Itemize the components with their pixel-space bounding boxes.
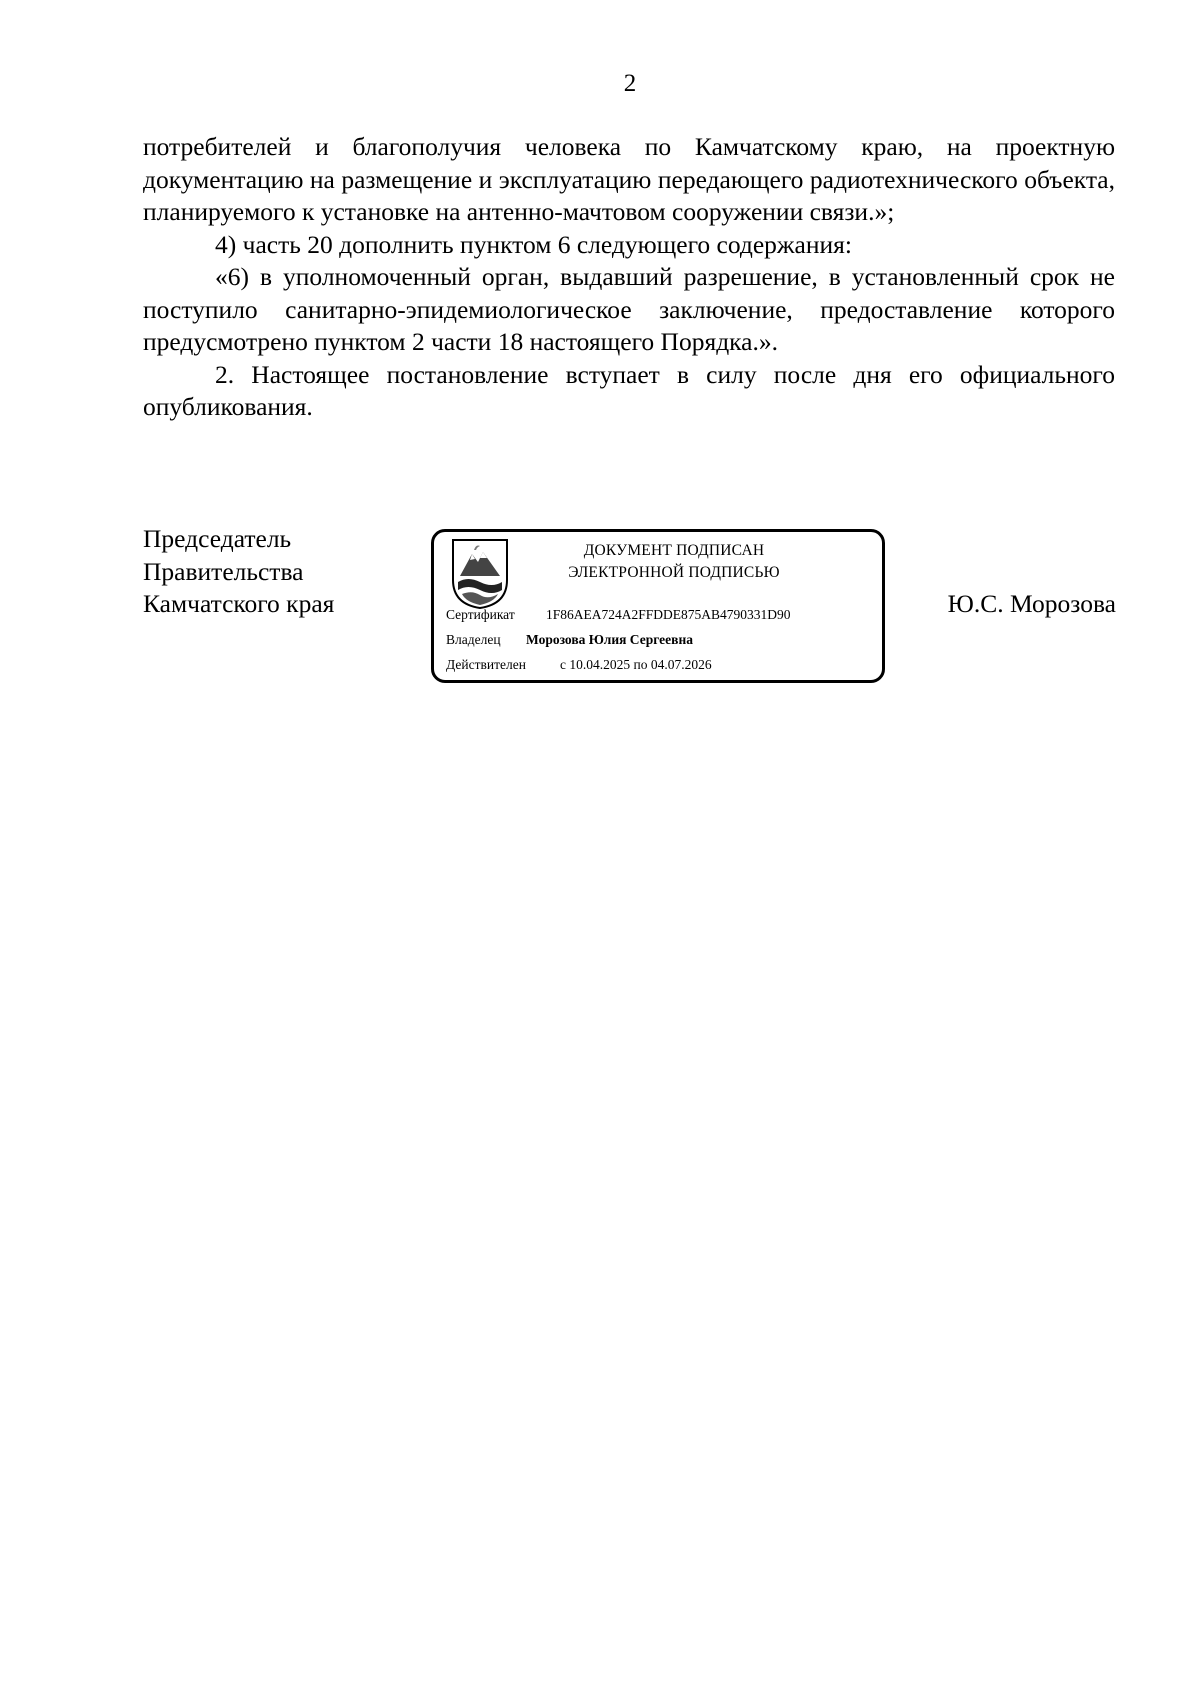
validity-label: Действителен	[446, 657, 526, 672]
paragraph-continuation: потребителей и благополучия человека по Камчатскому краю, на проектную документацию на размещение и эксплуатацию передающего радиотехнического объекта, планируемого к установке на антенно-мачтовом сооружении связи.»;	[143, 132, 1115, 226]
certificate-row	[446, 607, 791, 623]
validity-value: с 10.04.2025 по 04.07.2026	[560, 657, 712, 672]
electronic-signature-stamp	[431, 529, 885, 683]
stamp-title-line2: ЭЛЕКТРОННОЙ ПОДПИСЬЮ	[568, 564, 780, 581]
validity-row	[446, 657, 712, 673]
position-line: Председатель	[143, 524, 292, 553]
certificate-value: 1F86AEA724A2FFDDE875AB4790331D90	[546, 607, 791, 622]
signer-name: Ю.С. Морозова	[947, 589, 1116, 618]
kamchatka-coat-of-arms-icon	[450, 538, 510, 610]
document-body	[143, 131, 1115, 424]
owner-label: Владелец	[446, 632, 501, 647]
position-line: Правительства	[143, 556, 304, 586]
certificate-label: Сертификат	[446, 607, 515, 622]
paragraph-item-4: 4) часть 20 дополнить пунктом 6 следующего содержания:	[215, 229, 852, 259]
position-line: Камчатского края	[143, 589, 335, 618]
signatory-position	[143, 523, 334, 621]
page-number: 2	[623, 70, 637, 97]
paragraph-item-6: «6) в уполномоченный орган, выдавший разрешение, в установленный срок не поступило санитарно-эпидемиологическое заключение, предоставление которого предусмотрено пунктом 2 части 18 настоящего Порядка.».	[143, 262, 1115, 356]
paragraph-effective-date: 2. Настоящее постановление вступает в силу после дня его официального опубликования.	[143, 359, 1115, 421]
owner-value: Морозова Юлия Сергеевна	[526, 632, 693, 647]
owner-row	[446, 632, 693, 648]
stamp-title-line1: ДОКУМЕНТ ПОДПИСАН	[583, 542, 765, 559]
